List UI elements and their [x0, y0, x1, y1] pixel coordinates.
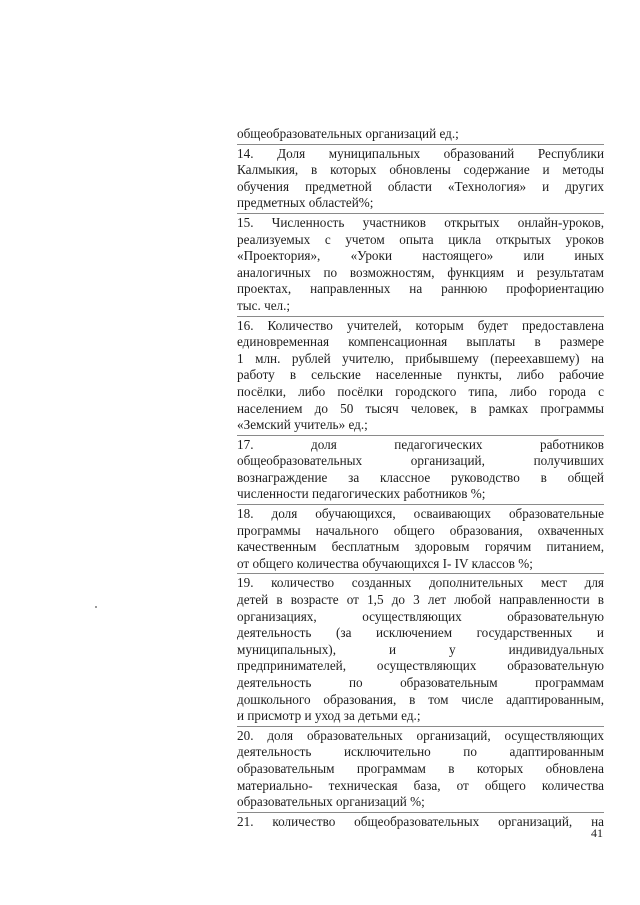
text-line: дошкольного образования, в том числе адаптированным, [237, 691, 604, 707]
text-line: деятельность исключительно по адаптированным [237, 744, 604, 760]
text-line: реализуемых с учетом опыта цикла открытых уроков [237, 231, 604, 247]
row-divider [237, 812, 604, 813]
text-line: образовательных организаций %; [237, 794, 425, 810]
text-line: посёлки, либо посёлки городского типа, либо города с [237, 383, 604, 399]
text-line: общеобразовательных организаций, получивших [237, 453, 604, 469]
page-number: 41 [591, 826, 603, 840]
row-divider [237, 316, 604, 317]
text-line: деятельность (за исключением государственных и [237, 625, 604, 641]
text-line: образовательным программам в которых обновлена [237, 760, 604, 776]
document-body [237, 126, 604, 830]
text-line: работу в сельские населенные пункты, либо рабочие [237, 367, 604, 383]
text-line: 17. доля педагогических работников [237, 436, 604, 452]
text-line: детей в возрасте от 1,5 до 3 лет любой направленности в [237, 592, 604, 608]
text-line: муниципальных), и у индивидуальных [237, 641, 604, 657]
text-line: Калмыкия, в которых обновлены содержание и методы [237, 162, 604, 178]
row-divider [237, 504, 604, 505]
text-line: и присмотр и уход за детьми ед.; [237, 708, 421, 724]
text-line: тыс. чел.; [237, 297, 291, 313]
row-divider [237, 726, 604, 727]
text-line: предметных областей%; [237, 195, 374, 211]
row-divider [237, 144, 604, 145]
text-line: 18. доля обучающихся, осваивающих образовательные [237, 506, 604, 522]
text-line: общеобразовательных организаций ед.; [237, 126, 459, 141]
row-divider [237, 573, 604, 574]
scan-speck [95, 606, 97, 608]
text-line: 20. доля образовательных организаций, осуществляющих [237, 727, 604, 743]
text-line: обучения предметной области «Технология» и других [237, 178, 604, 194]
text-line: аналогичных по возможностям, функциям и результатам [237, 264, 604, 280]
row-divider [237, 213, 604, 214]
text-line: деятельность по образовательным программам [237, 675, 604, 690]
text-line: предпринимателей, осуществляющих образовательную [237, 658, 604, 674]
text-line: организациях, осуществляющих образовательную [237, 608, 604, 624]
text-line: 21. количество общеобразовательных организаций, на [237, 813, 604, 829]
text-line: материально- техническая база, от общего количества [237, 777, 604, 793]
text-line: вознаграждение за классное руководство в общей [237, 469, 604, 485]
text-line: «Проектория», «Уроки настоящего» или иных [237, 248, 604, 264]
text-line: численности педагогических работников %; [237, 486, 486, 502]
row-divider [237, 435, 604, 436]
text-line: программы начального общего образования, охваченных [237, 522, 604, 538]
text-line: 16. Количество учителей, которым будет предоставлена [237, 317, 604, 333]
text-line: 14. Доля муниципальных образований Республики [237, 145, 604, 161]
text-line: качественным бесплатным здоровым горячим питанием, [237, 539, 604, 555]
text-line: 15. Численность участников открытых онлайн-уроков, [237, 214, 604, 230]
text-line: «Земский учитель» ед.; [237, 417, 368, 433]
text-line: 19. количество созданных дополнительных мест для [237, 575, 604, 591]
text-line: 1 млн. рублей учителю, прибывшему (переехавшему) на [237, 350, 604, 366]
text-line: проектах, направленных на раннюю профориентацию [237, 281, 604, 297]
text-line: единовременная компенсационная выплаты в размере [237, 334, 604, 350]
text-line: населением до 50 тысяч человек, в рамках программы [237, 400, 604, 416]
text-line: от общего количества обучающихся I- IV классов %; [237, 555, 533, 571]
